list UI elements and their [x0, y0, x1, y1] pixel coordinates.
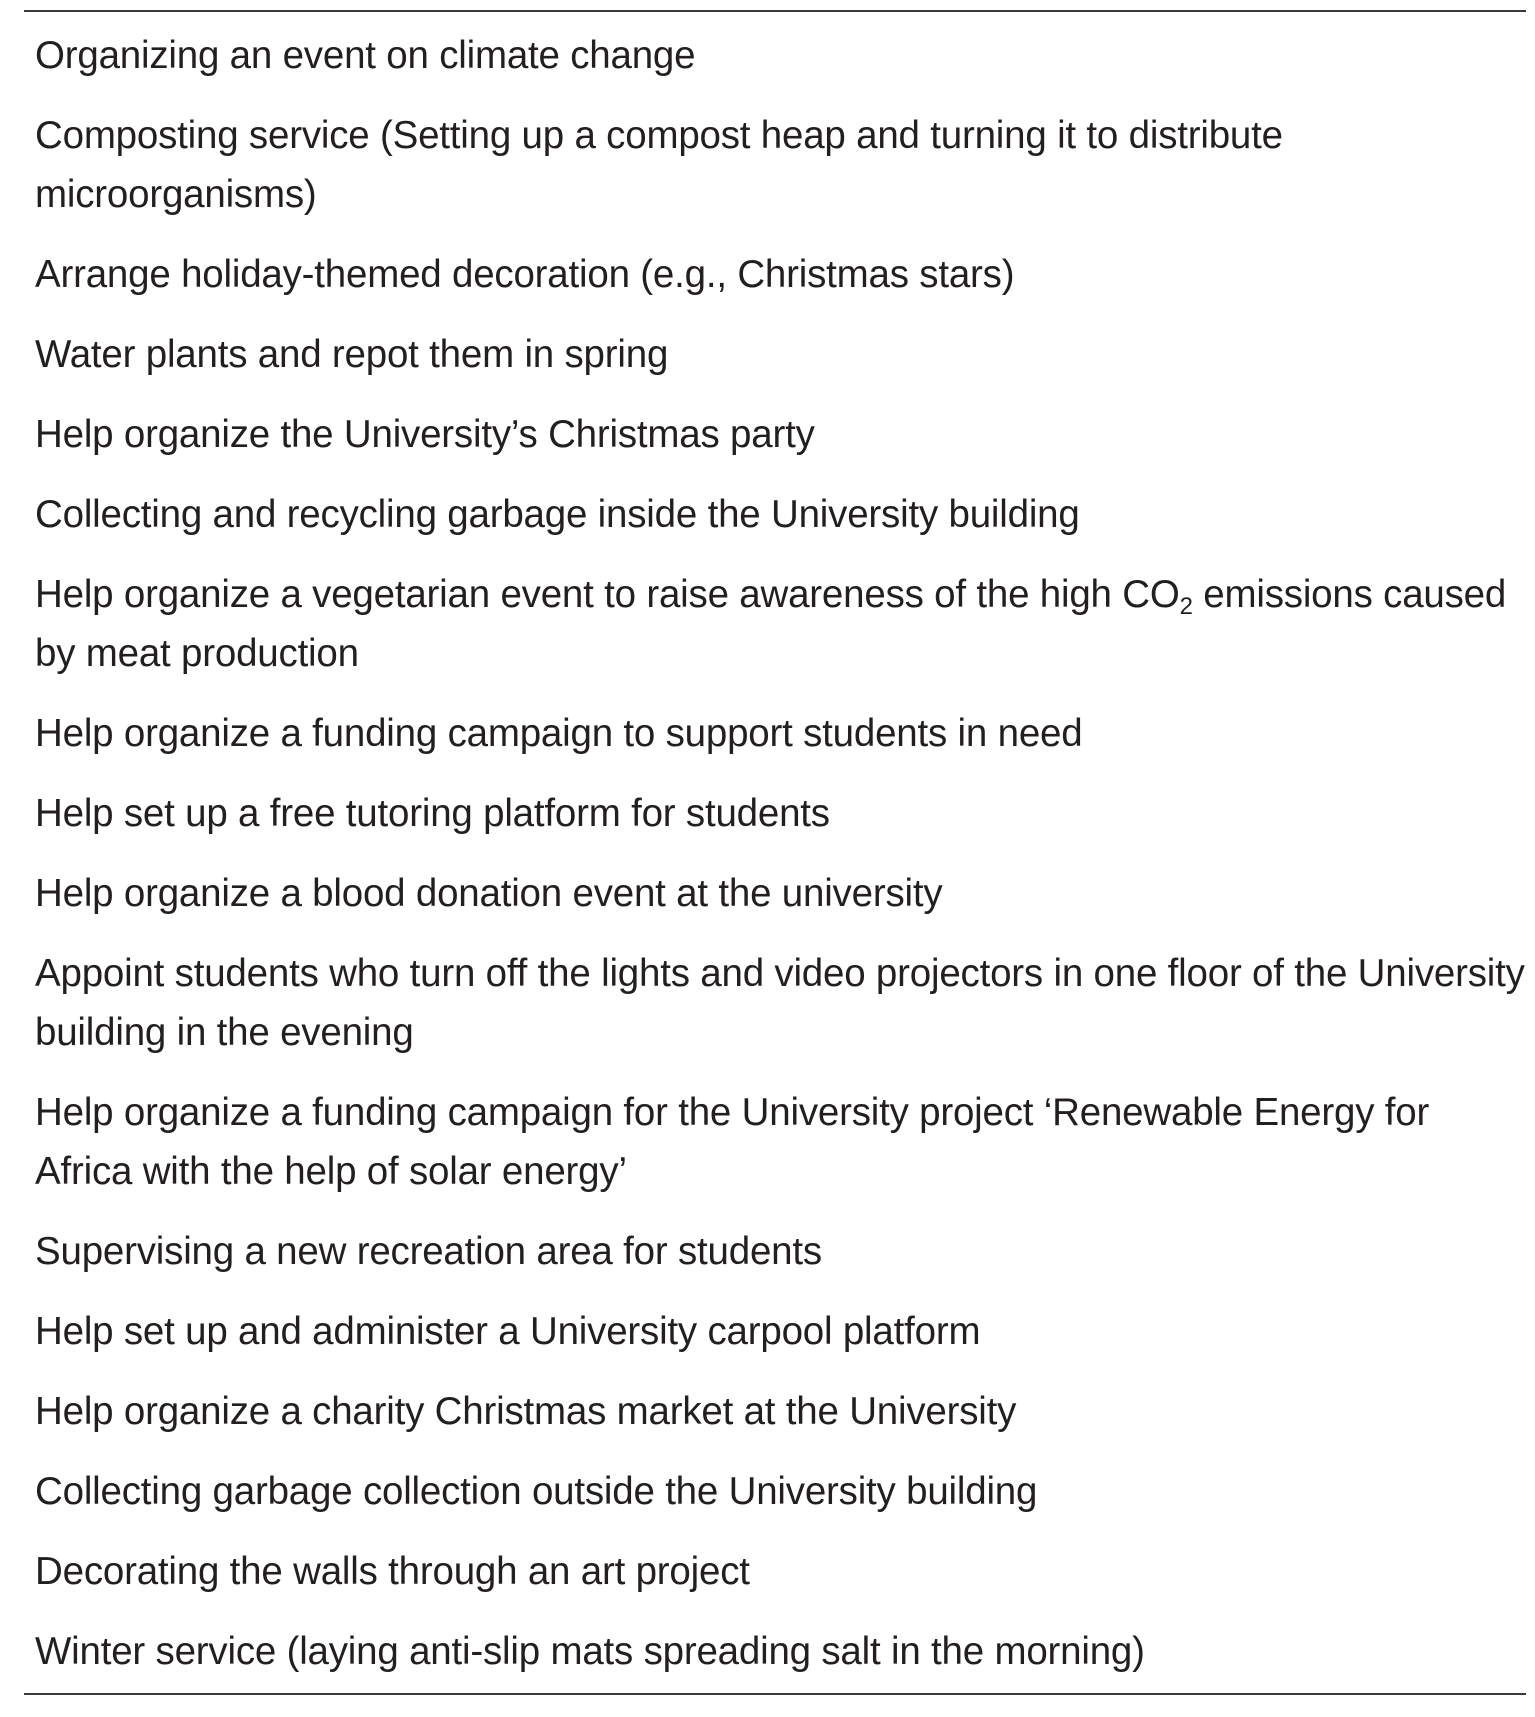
row-text-after-subscript: emissions caused by meat production — [35, 573, 1507, 675]
table-row: Supervising a new recreation area for students — [35, 1230, 822, 1273]
table-row: Water plants and repot them in spring — [35, 333, 669, 376]
table-row: Help organize a funding campaign to support students in need — [35, 712, 1083, 755]
row-text-before-subscript: Help organize a vegetarian event to raise awareness of the high CO — [35, 573, 1180, 616]
subscript: 2 — [1179, 593, 1193, 620]
table-row: Organizing an event on climate change — [35, 34, 696, 77]
table-row: Help organize the University’s Christmas party — [35, 413, 815, 456]
table-top-rule — [24, 10, 1526, 12]
table-row: Arrange holiday-themed decoration (e.g., Christmas stars) — [35, 253, 1015, 296]
table-row: Appoint students who turn off the lights and video projectors in one floor of the University building in the evening — [35, 952, 1525, 1054]
table-row: Decorating the walls through an art project — [35, 1550, 750, 1593]
table-row: Collecting garbage collection outside the University building — [35, 1470, 1038, 1513]
table-bottom-rule — [24, 1693, 1526, 1695]
table-row — [35, 565, 1526, 683]
table-row: Help organize a funding campaign for the University project ‘Renewable Energy for Africa with the help of solar energy’ — [35, 1091, 1430, 1193]
table-row: Composting service (Setting up a compost heap and turning it to distribute microorganisms) — [35, 114, 1283, 216]
table-row: Collecting and recycling garbage inside the University building — [35, 493, 1080, 536]
table-row: Help set up a free tutoring platform for students — [35, 792, 830, 835]
activity-list — [24, 26, 1526, 1681]
table-row: Winter service (laying anti-slip mats spreading salt in the morning) — [35, 1630, 1145, 1673]
table-row: Help organize a blood donation event at the university — [35, 872, 943, 915]
table-row: Help organize a charity Christmas market at the University — [35, 1390, 1017, 1433]
table-row: Help set up and administer a University carpool platform — [35, 1310, 981, 1353]
activity-table — [24, 10, 1526, 1695]
